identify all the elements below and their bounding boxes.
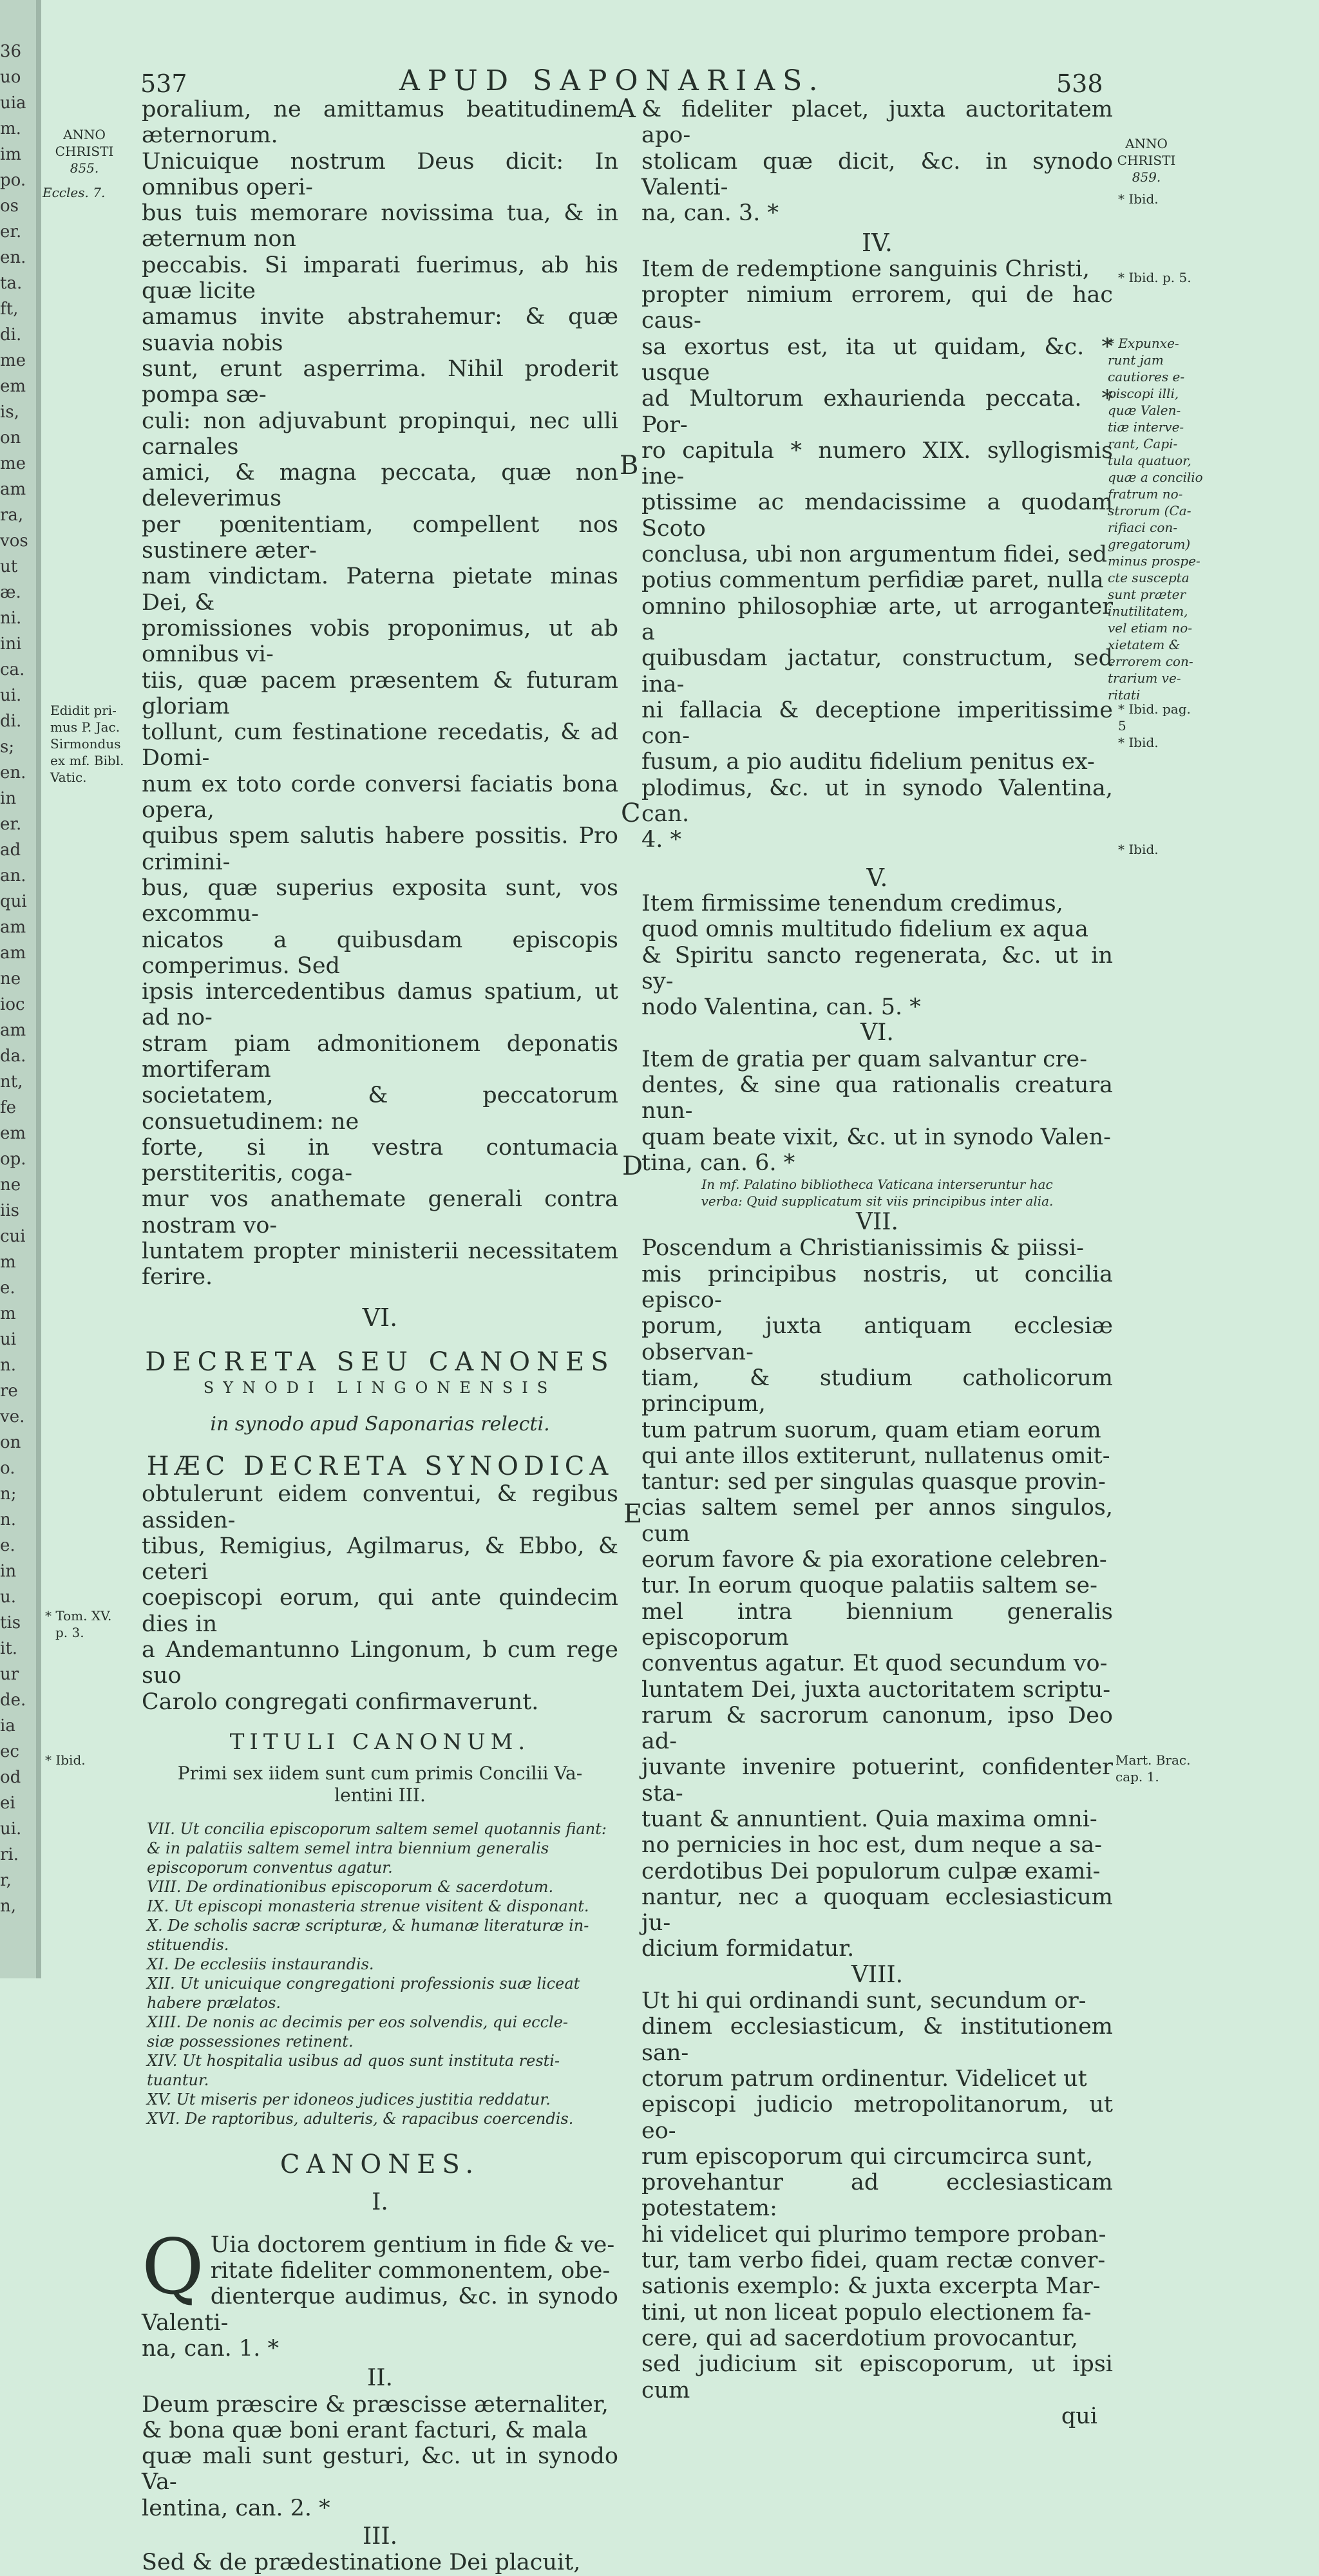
text-line: quam beate vixit, &c. ut in synodo Valen- xyxy=(641,1124,1111,1150)
edge-fragment: ri. xyxy=(0,1845,19,1864)
edge-fragment: ia xyxy=(0,1716,15,1736)
text-line: porum, juxta antiquam ecclesiæ observan- xyxy=(641,1313,1113,1365)
edge-fragment: ad xyxy=(0,840,21,860)
edge-fragment: on xyxy=(0,428,21,448)
text-line: nam vindictam. Paterna pietate minas Dei, & xyxy=(142,564,618,616)
edge-fragment: uo xyxy=(0,68,21,87)
marker-a: A xyxy=(617,94,636,124)
text-line: culi: non adjuvabunt propinqui, nec ulli carnales xyxy=(142,408,618,460)
edge-fragment: im xyxy=(0,145,21,164)
canon-title-item: X. De scholis sacræ scripturæ, & humanæ literaturæ in- xyxy=(147,1917,589,1935)
right-margin-note-5: * Ibid. xyxy=(1118,842,1159,857)
edge-fragment: n; xyxy=(0,1484,17,1504)
text-line: omnino philosophiæ arte, ut arroganter a xyxy=(641,593,1113,645)
text-line: eorum favore & pia exoratione celebren- xyxy=(641,1547,1107,1573)
edge-fragment: e. xyxy=(0,1278,15,1298)
text-line: Uia doctorem gentium in fide & ve- xyxy=(210,2231,615,2258)
text-line: tiis, quæ pacem præsentem & futuram gloriam xyxy=(142,667,618,719)
canon-3-text: Sed & de prædestinatione Dei placuit, xyxy=(142,2550,581,2576)
text-line: poralium, ne amittamus beatitudinem æternorum. xyxy=(142,97,618,149)
left-column xyxy=(142,97,618,2576)
text-line: sed judicium sit episcoporum, ut ipsi cum xyxy=(641,2351,1113,2403)
text-line: amici, & magna peccata, quæ non deleverimus xyxy=(142,460,618,512)
edge-fragment: os xyxy=(0,196,19,216)
edge-fragment: em xyxy=(0,1124,26,1143)
facing-page-fragments xyxy=(0,39,28,1919)
edge-fragment: am xyxy=(0,480,26,499)
text-line: provehantur ad ecclesiasticam potestatem: xyxy=(641,2170,1113,2222)
canon-title-item: XII. Ut unicuique congregationi professionis suæ liceat xyxy=(147,1975,580,1993)
text-line: Poscendum a Christianissimis & piissi- xyxy=(641,1235,1084,1262)
text-line: rum episcoporum qui circumcirca sunt, xyxy=(641,2143,1094,2170)
section-v-heading: V. xyxy=(866,863,888,892)
text-line: tina, can. 6. * xyxy=(641,1150,795,1176)
edge-fragment: qui xyxy=(0,892,27,911)
text-line: tollunt, cum festinatione recedatis, & ad Domi- xyxy=(142,719,618,772)
margin-line: ritati xyxy=(1108,687,1141,703)
canon-title-item: & in palatiis saltem semel intra biennium generalis xyxy=(147,1839,549,1858)
text-line: ipsis intercedentibus damus spatium, ut ad no- xyxy=(142,979,618,1031)
canon-title-item: VII. Ut concilia episcoporum saltem semel quotannis fiant: xyxy=(147,1820,607,1839)
edge-fragment: er. xyxy=(0,222,22,242)
footnote-line: verba: Quid supplicatum sit viis principibus inter alia. xyxy=(701,1193,1054,1209)
text-line: tur, tam verbo fidei, quam rectæ conver- xyxy=(641,2248,1106,2274)
text-line: num ex toto corde conversi faciatis bona opera, xyxy=(142,771,618,824)
text-line: lentini III. xyxy=(334,1785,426,1806)
edge-fragment: da. xyxy=(0,1046,26,1066)
text-line: forte, si in vestra contumacia perstiteritis, coga- xyxy=(142,1134,618,1187)
edge-fragment: fe xyxy=(0,1098,17,1117)
margin-line: cte suscepta xyxy=(1108,570,1190,585)
text-line: luntatem Dei, juxta auctoritatem scriptu- xyxy=(641,1676,1111,1703)
text-line: Carolo congregati confirmaverunt. xyxy=(142,1689,539,1715)
edge-fragment: u. xyxy=(0,1587,17,1607)
text-line: tantur: sed per singulas quasque provin- xyxy=(641,1469,1106,1495)
canon-1-text xyxy=(142,2222,618,2362)
left-column-continuation xyxy=(142,97,618,1291)
canones-heading: CANONES. xyxy=(280,2150,480,2180)
drop-cap: Q xyxy=(142,2222,204,2311)
section-vii-heading: VII. xyxy=(856,1209,898,1236)
margin-line: quæ a concilio xyxy=(1108,469,1203,485)
text-line: hi videlicet qui plurimo tempore proban- xyxy=(641,2221,1106,2248)
right-margin-note-3: * Ibid. pag. 5 xyxy=(1118,701,1191,734)
book-gutter xyxy=(36,0,41,1978)
text-line: obtulerunt eidem conventui, & regibus assiden- xyxy=(142,1481,618,1533)
edge-fragment: r, xyxy=(0,1871,12,1890)
edge-fragment: ioc xyxy=(0,995,25,1014)
text-line: a Andemantunno Lingonum, b cum rege suo xyxy=(142,1637,618,1689)
text-line: dinem ecclesiasticum, & institutionem san- xyxy=(641,2014,1113,2066)
edge-fragment: am xyxy=(0,1021,26,1040)
right-margin-year: ANNO CHRISTI 859. xyxy=(1117,136,1176,185)
margin-line: sunt præter xyxy=(1108,587,1186,602)
text-line: Primi sex iidem sunt cum primis Concilii Va- xyxy=(177,1763,583,1785)
edge-fragment: me xyxy=(0,351,26,370)
left-margin-ibid: * Ibid. xyxy=(45,1752,86,1768)
text-line: no pernicies in hoc est, dum neque a sa- xyxy=(641,1832,1103,1859)
text-line: fusum, a pio auditu fidelium penitus ex- xyxy=(641,749,1095,775)
edge-fragment: re xyxy=(0,1381,18,1401)
right-margin-note-2: * Ibid. p. 5. xyxy=(1118,270,1191,285)
synodi-subtitle: SYNODI LINGONENSIS xyxy=(203,1378,557,1397)
text-line: dicium formidatur. xyxy=(641,1936,855,1962)
text-line: quibusdam jactatur, constructum, sed ina- xyxy=(641,645,1113,697)
edge-fragment: di. xyxy=(0,712,22,731)
edge-fragment: m xyxy=(0,1304,16,1323)
text-line: nicatos a quibusdam episcopis comperimus. Sed xyxy=(142,927,618,979)
text-line: stolicam quæ dicit, &c. in synodo Valenti- xyxy=(641,148,1113,200)
right-column-continuation xyxy=(641,97,1113,226)
edge-fragment: ft, xyxy=(0,299,19,319)
canon-title-item: siæ possessiones retinent. xyxy=(147,2032,354,2051)
edge-fragment: tis xyxy=(0,1613,21,1633)
text-line: luntatem propter ministerii necessitatem ferire. xyxy=(142,1238,618,1291)
section-viii-heading: VIII. xyxy=(851,1961,904,1988)
footnote-line: In mf. Palatino bibliotheca Vaticana interseruntur hac xyxy=(701,1177,1053,1193)
text-line: ad Multorum exhaurienda peccata. * Por- xyxy=(641,386,1113,438)
facing-page-edge xyxy=(0,0,36,1978)
canon-2-heading: II. xyxy=(367,2365,393,2392)
edge-fragment: is, xyxy=(0,402,19,422)
text-line: tibus, Remigius, Agilmarus, & Ebbo, & ceteri xyxy=(142,1533,618,1586)
text-line: propter nimium errorem, qui de hac caus- xyxy=(641,282,1113,334)
edge-fragment: ve. xyxy=(0,1407,25,1426)
margin-line: runt jam xyxy=(1108,352,1164,368)
text-line: peccabis. Si imparati fuerimus, ab his quæ licite xyxy=(142,252,618,305)
margin-line: * Expunxe- xyxy=(1108,336,1179,351)
edge-fragment: er. xyxy=(0,815,22,834)
text-line: conventus agatur. Et quod secundum vo- xyxy=(641,1651,1108,1677)
text-line: cias saltem semel per annos singulos, cum xyxy=(641,1495,1113,1547)
right-column xyxy=(641,97,1113,2429)
edge-fragment: nt, xyxy=(0,1072,23,1092)
canon-3-heading: III. xyxy=(362,2523,398,2550)
text-line: dienterque audimus, &c. in synodo Valenti- xyxy=(142,2284,618,2336)
edge-fragment: m. xyxy=(0,119,21,138)
text-line: episcopi judicio metropolitanorum, ut eo- xyxy=(641,2092,1113,2144)
text-line: bus, quæ superius exposita sunt, vos excommu- xyxy=(142,875,618,927)
text-line: nantur, nec a quoquam ecclesiasticum ju- xyxy=(641,1884,1113,1937)
text-line: ni fallacia & deceptione imperitissime con- xyxy=(641,697,1113,750)
margin-line: tula quatuor, xyxy=(1108,453,1191,468)
margin-line: errorem con- xyxy=(1108,654,1193,669)
text-line: & Spiritu sancto regenerata, &c. ut in sy- xyxy=(641,942,1113,994)
edge-fragment: ne xyxy=(0,1175,21,1195)
canon-title-item: IX. Ut episcopi monasteria strenue visitent & disponant. xyxy=(147,1897,589,1916)
canon-title-item: XIII. De nonis ac decimis per eos solvendis, qui eccle- xyxy=(147,2013,569,2032)
text-line: Unicuique nostrum Deus dicit: In omnibus operi- xyxy=(142,148,618,200)
relecti-line: in synodo apud Saponarias relecti. xyxy=(210,1412,550,1435)
right-margin-note-1: * Ibid. xyxy=(1118,191,1159,207)
edge-fragment: ni. xyxy=(0,609,22,628)
margin-line: tiæ interve- xyxy=(1108,419,1184,435)
margin-line: trarium ve- xyxy=(1108,670,1181,686)
canon-2-text xyxy=(142,2392,618,2521)
margin-line: Edidit pri- xyxy=(50,703,117,718)
edge-fragment: ra, xyxy=(0,506,24,525)
edge-fragment: ca. xyxy=(0,660,25,679)
marker-b: B xyxy=(620,451,639,480)
text-line: Deum præscire & præscisse æternaliter, xyxy=(142,2391,609,2418)
edge-fragment: am xyxy=(0,943,26,963)
text-line: quibus spem salutis habere possitis. Pro crimini- xyxy=(142,823,618,875)
section-iv-text xyxy=(641,256,1113,853)
text-line: tum patrum suorum, quam etiam eorum xyxy=(641,1417,1101,1443)
margin-line: quæ Valen- xyxy=(1108,402,1181,418)
edge-fragment: an. xyxy=(0,866,26,886)
margin-line: fratrum no- xyxy=(1108,486,1183,502)
margin-line: strorum (Ca- xyxy=(1108,503,1191,518)
margin-line: mus P. Jac. xyxy=(50,719,120,735)
text-line: ptissime ac mendacissime a quodam Scoto xyxy=(641,489,1113,542)
edge-fragment: di. xyxy=(0,325,22,345)
edge-fragment: iis xyxy=(0,1201,19,1220)
edge-fragment: ui. xyxy=(0,1819,22,1839)
left-margin-ref: Eccles. 7. xyxy=(43,185,106,200)
canon-title-item: stituendis. xyxy=(147,1936,229,1955)
edge-fragment: en. xyxy=(0,248,26,267)
text-line: stram piam admonitionem deponatis mortiferam xyxy=(142,1030,618,1083)
section-viii-text xyxy=(641,1988,1113,2403)
text-line: mur vos anathemate generali contra nostram vo- xyxy=(142,1186,618,1238)
canon-title-item: XI. De ecclesiis instaurandis. xyxy=(147,1955,374,1974)
text-line: sationis exemplo: & juxta excerpta Mar- xyxy=(641,2273,1101,2300)
edge-fragment: en. xyxy=(0,763,26,782)
text-line: per pœnitentiam, compellent nos sustinere æter- xyxy=(142,511,618,564)
margin-line: rant, Capi- xyxy=(1108,436,1178,451)
left-margin-tom: * Tom. XV. p. 3. xyxy=(45,1608,112,1640)
text-line: cerdotibus Dei populorum culpæ exami- xyxy=(641,1858,1101,1884)
text-line: cere, qui ad sacerdotium provocantur, xyxy=(641,2325,1078,2351)
canon-title-item: XVI. De raptoribus, adulteris, & rapacibus coercendis. xyxy=(147,2110,574,2128)
edge-fragment: n. xyxy=(0,1356,17,1375)
text-line: sa exortus est, ita ut quidam, &c. * usque xyxy=(641,334,1113,386)
haec-paragraph xyxy=(142,1481,618,1715)
text-line: na, can. 1. * xyxy=(142,2336,279,2362)
section-v-text xyxy=(641,891,1113,1020)
edge-fragment: it. xyxy=(0,1639,18,1658)
margin-line: piscopi illi, xyxy=(1108,386,1179,401)
text-line: & bona quæ boni erant facturi, & mala xyxy=(142,2417,588,2443)
edge-fragment: op. xyxy=(0,1150,26,1169)
text-line: bus tuis memorare novissima tua, & in æternum non xyxy=(142,200,618,252)
edge-fragment: ut xyxy=(0,557,18,576)
section-vi-footnote xyxy=(641,1176,1113,1209)
margin-line: minus prospe- xyxy=(1108,553,1200,569)
edge-fragment: 36 xyxy=(0,42,22,61)
canon-title-item: episcoporum conventus agatur. xyxy=(147,1859,393,1877)
edge-fragment: ui xyxy=(0,1330,17,1349)
edge-fragment: ur xyxy=(0,1665,19,1684)
text-line: tini, ut non liceat populo electionem fa- xyxy=(641,2299,1092,2325)
text-line: quod omnis multitudo fidelium ex aqua xyxy=(641,916,1088,943)
edge-fragment: on xyxy=(0,1433,21,1452)
edge-fragment: vos xyxy=(0,531,28,551)
running-title: APUD SAPONARIAS. xyxy=(399,64,826,97)
text-line: conclusa, ubi non argumentum fidei, sed xyxy=(641,542,1108,568)
marker-e: E xyxy=(623,1499,643,1529)
canon-1-heading: I. xyxy=(372,2188,388,2215)
right-margin-note-4: * Ibid. xyxy=(1118,735,1159,750)
text-line: promissiones vobis proponimus, ut ab omnibus vi- xyxy=(142,615,618,668)
section-vi-right-heading: VI. xyxy=(860,1019,894,1046)
canon-title-item: tuantur. xyxy=(147,2071,209,2090)
decreta-title: DECRETA SEU CANONES xyxy=(145,1347,615,1377)
text-line: sunt, erunt asperrima. Nihil proderit pompa sæ- xyxy=(142,355,618,408)
margin-line: cautiores e- xyxy=(1108,369,1185,384)
edge-fragment: s; xyxy=(0,737,15,757)
primi-note xyxy=(142,1763,618,1806)
canon-title-item: XV. Ut miseris per idoneos judices justitia reddatur. xyxy=(147,2090,551,2109)
marker-d: D xyxy=(622,1151,643,1181)
text-line: potius commentum perfidiæ paret, nulla xyxy=(641,567,1104,594)
edge-fragment: am xyxy=(0,918,26,937)
text-line: rarum & sacrorum canonum, ipso Deo ad- xyxy=(641,1702,1113,1755)
margin-line: ex mf. Bibl. xyxy=(50,753,124,768)
edge-fragment: in xyxy=(0,789,17,808)
margin-line: inutilitatem, xyxy=(1108,603,1188,619)
edge-fragment: n. xyxy=(0,1510,17,1530)
edge-fragment: od xyxy=(0,1768,21,1787)
edge-fragment: po. xyxy=(0,171,26,190)
left-margin-year: ANNO CHRISTI 855. xyxy=(55,127,114,176)
section-vi-heading: VI. xyxy=(362,1303,398,1332)
canon-title-item: VIII. De ordinationibus episcoporum & sacerdotum. xyxy=(147,1878,554,1897)
right-page-number: 538 xyxy=(1056,70,1103,98)
edge-fragment: de. xyxy=(0,1690,26,1710)
left-margin-edition-note xyxy=(50,702,124,786)
text-line: nodo Valentina, can. 5. * xyxy=(641,994,921,1021)
edge-fragment: e. xyxy=(0,1536,15,1555)
edge-fragment: me xyxy=(0,454,26,473)
margin-line: Sirmondus xyxy=(50,736,121,752)
text-line: ritate fideliter commonentem, obe- xyxy=(210,2258,611,2284)
text-line: dentes, & sine qua rationalis creatura nun- xyxy=(641,1072,1113,1124)
text-line: tiam, & studium catholicorum principum, xyxy=(641,1365,1113,1417)
text-line: qui ante illos extiterunt, nullatenus omit- xyxy=(641,1443,1110,1469)
text-line: na, can. 3. * xyxy=(641,200,779,227)
text-line: 4. * xyxy=(641,827,682,853)
haec-heading: HÆC DECRETA SYNODICA xyxy=(146,1452,614,1482)
edge-fragment: ec xyxy=(0,1742,19,1761)
canon-title-item: XIV. Ut hospitalia usibus ad quos sunt instituta resti- xyxy=(147,2052,560,2070)
text-line: coepiscopi eorum, qui ante quindecim dies in xyxy=(142,1585,618,1637)
text-line: Item de gratia per quam salvantur cre- xyxy=(641,1046,1088,1072)
text-line: societatem, & peccatorum consuetudinem: ne xyxy=(142,1083,618,1135)
edge-fragment: cui xyxy=(0,1227,26,1246)
edge-fragment: ne xyxy=(0,969,21,989)
text-line: Item firmissime tenendum credimus, xyxy=(641,890,1063,916)
right-margin-expunxerunt-note xyxy=(1108,335,1203,703)
edge-fragment: in xyxy=(0,1562,17,1581)
text-line: juvante invenire potuerint, confidenter sta- xyxy=(641,1754,1113,1806)
section-iv-heading: IV. xyxy=(862,229,893,258)
left-page-number: 537 xyxy=(140,70,187,98)
margin-line: vel etiam no- xyxy=(1108,620,1193,636)
edge-fragment: ei xyxy=(0,1794,15,1813)
edge-fragment: m xyxy=(0,1253,16,1272)
edge-fragment: æ. xyxy=(0,583,21,602)
text-line: Ut hi qui ordinandi sunt, secundum or- xyxy=(641,1988,1087,2014)
edge-fragment: ini xyxy=(0,634,22,654)
text-line: & fideliter placet, juxta auctoritatem apo- xyxy=(641,97,1113,149)
edge-fragment: ta. xyxy=(0,274,23,293)
marker-c: C xyxy=(621,799,641,828)
margin-line: Vatic. xyxy=(50,770,87,785)
text-line: lentina, can. 2. * xyxy=(142,2495,330,2521)
canon-title-item: habere prælatos. xyxy=(147,1994,281,2012)
edge-fragment: em xyxy=(0,377,26,396)
section-vii-text xyxy=(641,1235,1113,1962)
catchword: qui xyxy=(1061,2403,1097,2429)
text-line: mel intra biennium generalis episcoporum xyxy=(641,1598,1113,1651)
text-line: Item de redemptione sanguinis Christi, xyxy=(641,256,1090,282)
text-line: quæ mali sunt gesturi, &c. ut in synodo Va- xyxy=(142,2443,618,2496)
text-line: amamus invite abstrahemur: & quæ suavia nobis xyxy=(142,304,618,356)
edge-fragment: o. xyxy=(0,1459,15,1478)
text-line: mis principibus nostris, ut concilia episco- xyxy=(641,1261,1113,1314)
edge-fragment: uia xyxy=(0,93,26,113)
canon-titles-list xyxy=(142,1819,618,2128)
text-line: ctorum patrum ordinentur. Videlicet ut xyxy=(641,2065,1087,2092)
margin-line: gregatorum) xyxy=(1108,536,1191,552)
margin-line: xietatem & xyxy=(1108,637,1181,652)
text-line: plodimus, &c. ut in synodo Valentina, can. xyxy=(641,775,1113,828)
text-line: ro capitula * numero XIX. syllogismis ine- xyxy=(641,437,1113,490)
tituli-heading: TITULI CANONUM. xyxy=(229,1728,531,1755)
text-line: tuant & annuntient. Quia maxima omni- xyxy=(641,1806,1097,1832)
section-vi-text xyxy=(641,1046,1113,1176)
text-line: tur. In eorum quoque palatiis saltem se- xyxy=(641,1573,1097,1599)
edge-fragment: ui. xyxy=(0,686,22,705)
edge-fragment: n, xyxy=(0,1897,17,1916)
margin-line: rifiaci con- xyxy=(1108,520,1178,535)
right-margin-mart: Mart. Brac. cap. 1. xyxy=(1115,1752,1191,1785)
